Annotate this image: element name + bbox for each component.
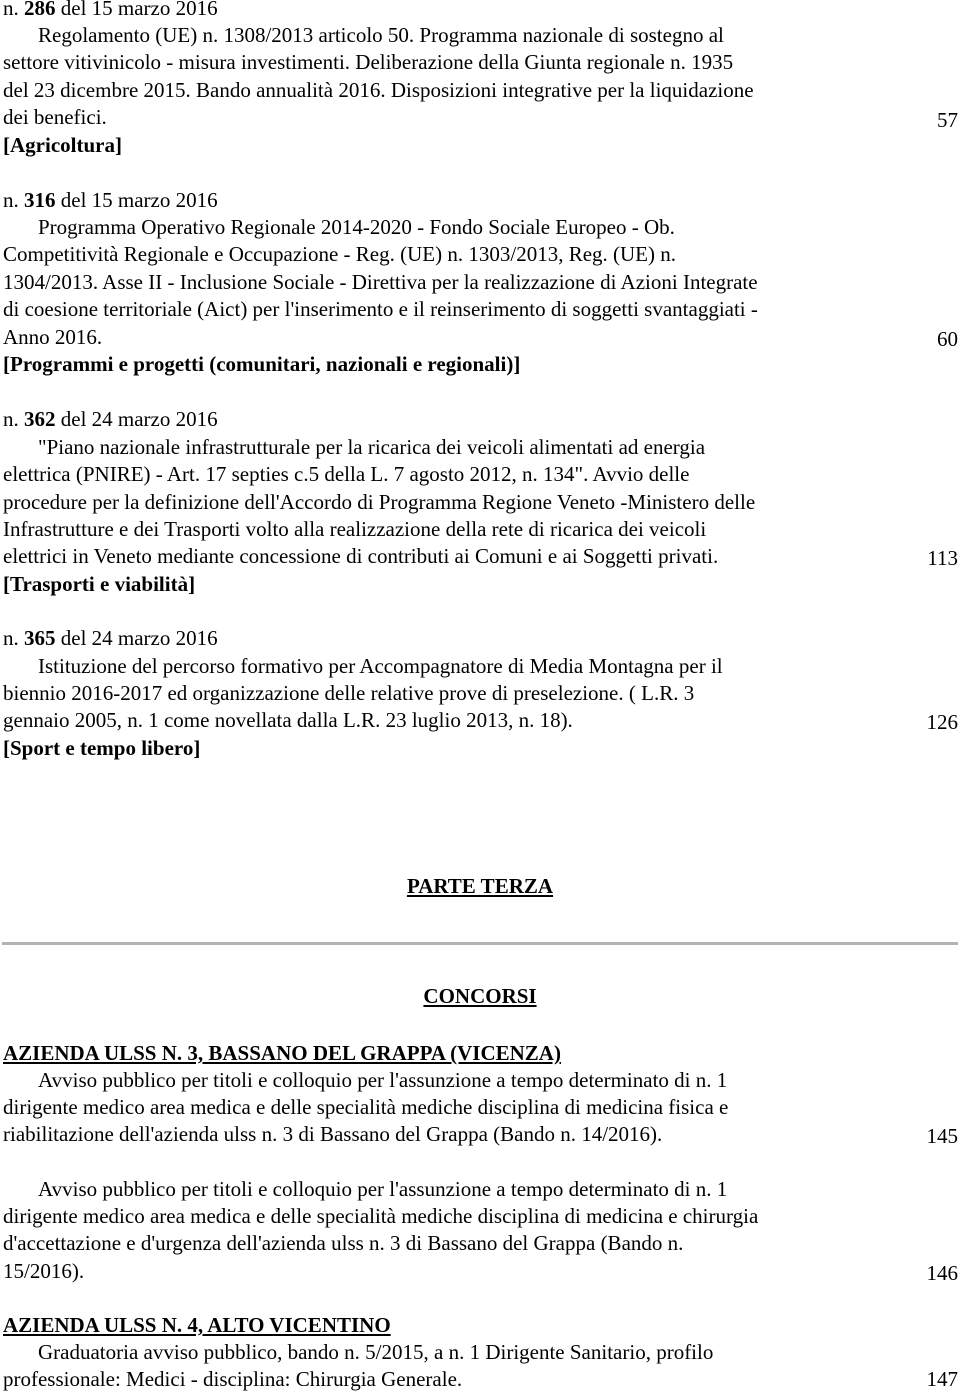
entry-date: del 15 marzo 2016	[55, 188, 218, 212]
entry-text-line: procedure per la definizione dell'Accordo di Programma Regione Veneto -Ministero delle	[3, 490, 756, 514]
entry-heading	[3, 625, 218, 652]
notice-text-line: dirigente medico area medica e delle specialità mediche disciplina di medicina fisica e	[3, 1095, 729, 1119]
entry-text-line: "Piano nazionale infrastrutturale per la ricarica dei veicoli alimentati ad energia	[38, 435, 706, 459]
entry-text-line: dei benefici.	[3, 105, 107, 129]
entry-number[interactable]: 316	[24, 188, 56, 212]
entry-num-prefix: n.	[3, 0, 24, 20]
page-number[interactable]: 147	[926, 1367, 958, 1391]
entry-category: [Programmi e progetti (comunitari, nazionali e regionali)]	[3, 352, 521, 376]
notice-text-line: d'accettazione e d'urgenza dell'azienda ulss n. 3 di Bassano del Grappa (Bando n.	[3, 1231, 684, 1255]
page-number[interactable]: 113	[927, 546, 958, 570]
notice-text-line: 15/2016).	[3, 1259, 85, 1283]
agency-name: AZIENDA ULSS N. 3, BASSANO DEL GRAPPA (VICENZA)	[3, 1041, 561, 1065]
entry-num-prefix: n.	[3, 626, 24, 650]
entry-text-line: elettrica (PNIRE) - Art. 17 septies c.5 della L. 7 agosto 2012, n. 134". Avvio delle	[3, 462, 690, 486]
entry-number[interactable]: 286	[24, 0, 56, 20]
notice-text-line: Avviso pubblico per titoli e colloquio per l'assunzione a tempo determinato di n. 1	[38, 1177, 728, 1201]
entry-text-line: settore vitivinicolo - misura investimenti. Deliberazione della Giunta regionale n. 1935	[3, 50, 734, 74]
entry-num-prefix: n.	[3, 407, 24, 431]
notice-text-line: Avviso pubblico per titoli e colloquio per l'assunzione a tempo determinato di n. 1	[38, 1068, 728, 1092]
entry-text-line: elettrici in Veneto mediante concessione di contributi ai Comuni e ai Soggetti privati.	[3, 544, 719, 568]
entry-heading	[3, 406, 218, 433]
entry-text-line: Regolamento (UE) n. 1308/2013 articolo 50. Programma nazionale di sostegno al	[38, 23, 724, 47]
entry-category: [Agricoltura]	[3, 133, 122, 157]
entry-heading	[3, 187, 218, 214]
notice-text-line: professionale: Medici - disciplina: Chirurgia Generale.	[3, 1367, 463, 1391]
section-divider	[2, 942, 958, 945]
page-number[interactable]: 60	[937, 327, 958, 351]
entry-text-line: Infrastrutture e dei Trasporti volto alla realizzazione della rete di ricarica dei veicoli	[3, 517, 707, 541]
entry-heading	[3, 0, 218, 22]
entry-date: del 24 marzo 2016	[55, 626, 218, 650]
agency-name: AZIENDA ULSS N. 4, ALTO VICENTINO	[3, 1313, 391, 1337]
section-title: CONCORSI	[423, 984, 537, 1008]
entry-category: [Trasporti e viabilità]	[3, 572, 196, 596]
entry-text-line: Istituzione del percorso formativo per Accompagnatore di Media Montagna per il	[38, 654, 723, 678]
entry-number[interactable]: 365	[24, 626, 56, 650]
part-title: PARTE TERZA	[406, 874, 554, 898]
entry-date: del 15 marzo 2016	[55, 0, 218, 20]
page-number[interactable]: 145	[926, 1124, 958, 1148]
entry-text-line: biennio 2016-2017 ed organizzazione delle relative prove di preselezione. ( L.R. 3	[3, 681, 695, 705]
entry-number[interactable]: 362	[24, 407, 56, 431]
entry-text-line: gennaio 2005, n. 1 come novellata dalla L.R. 23 luglio 2013, n. 18).	[3, 708, 573, 732]
entry-text-line: Competitività Regionale e Occupazione - Reg. (UE) n. 1303/2013, Reg. (UE) n.	[3, 242, 676, 266]
entry-text-line: di coesione territoriale (Aict) per l'inserimento e il reinserimento di soggetti svantaggiati -	[3, 297, 758, 321]
entry-text-line: Programma Operativo Regionale 2014-2020 - Fondo Sociale Europeo - Ob.	[38, 215, 675, 239]
page-number[interactable]: 126	[926, 710, 958, 734]
notice-text-line: riabilitazione dell'azienda ulss n. 3 di Bassano del Grappa (Bando n. 14/2016).	[3, 1122, 663, 1146]
page-number[interactable]: 146	[926, 1261, 958, 1285]
page-number[interactable]: 57	[937, 108, 958, 132]
entry-category: [Sport e tempo libero]	[3, 736, 201, 760]
entry-text-line: Anno 2016.	[3, 325, 103, 349]
notice-text-line: dirigente medico area medica e delle specialità mediche disciplina di medicina e chirurgia	[3, 1204, 759, 1228]
entry-num-prefix: n.	[3, 188, 24, 212]
notice-text-line: Graduatoria avviso pubblico, bando n. 5/2015, a n. 1 Dirigente Sanitario, profilo	[38, 1340, 714, 1364]
entry-date: del 24 marzo 2016	[55, 407, 218, 431]
entry-text-line: del 23 dicembre 2015. Bando annualità 2016. Disposizioni integrative per la liquidazione	[3, 78, 754, 102]
entry-text-line: 1304/2013. Asse II - Inclusione Sociale - Direttiva per la realizzazione di Azioni Integrate	[3, 270, 758, 294]
